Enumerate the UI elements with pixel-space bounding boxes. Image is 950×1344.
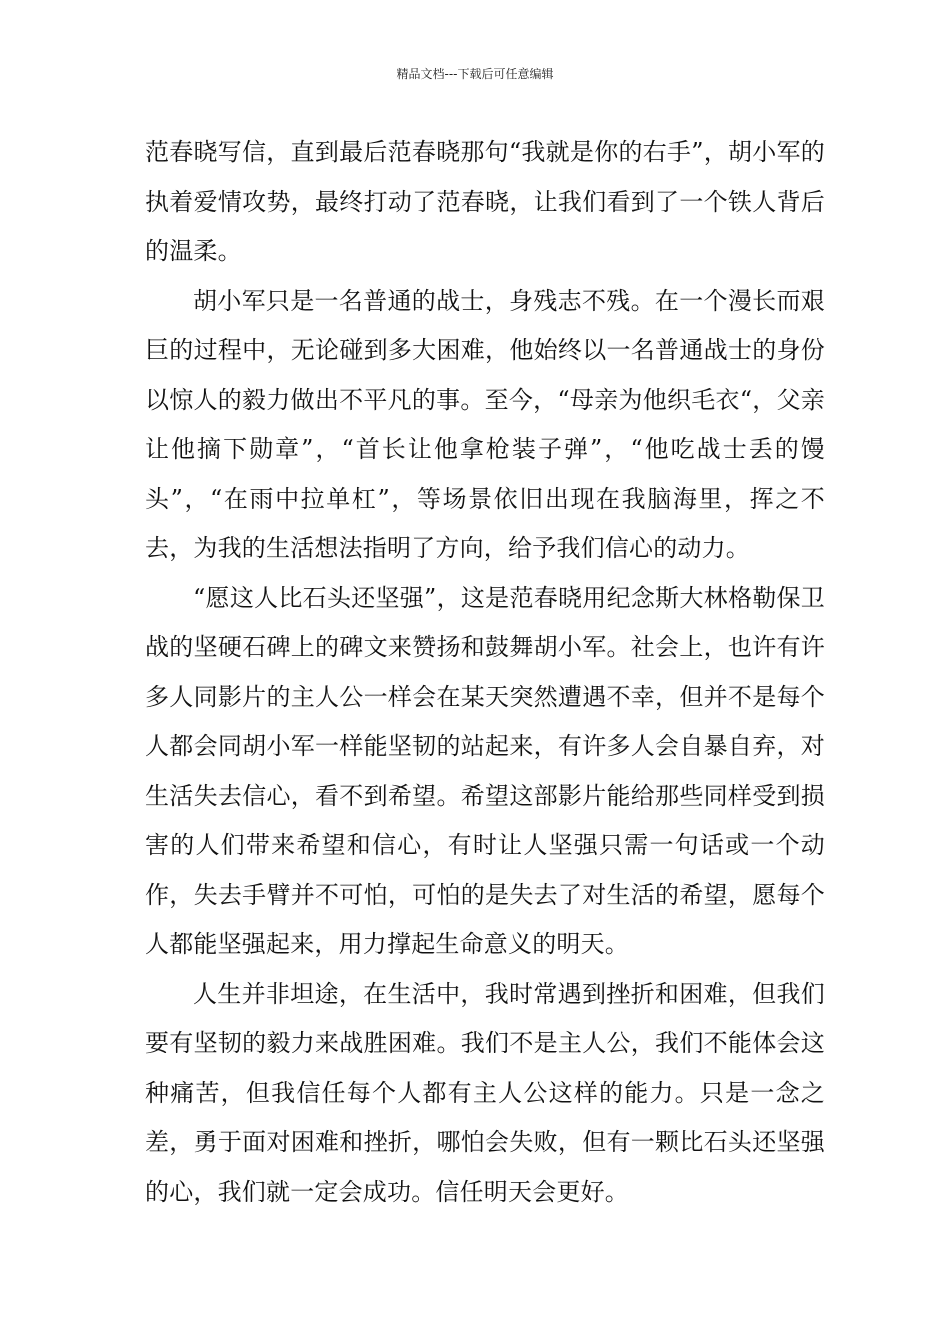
paragraph-1: 范春晓写信，直到最后范春晓那句“我就是你的右手”，胡小军的执着爱情攻势，最终打动了范春晓，让我们看到了一个铁人背后的温柔。	[145, 138, 825, 265]
paragraph-4: 人生并非坦途，在生活中，我时常遇到挫折和困难，但我们要有坚韧的毅力来战胜困难。我们不是主人公，我们不能体会这种痛苦，但我信任每个人都有主人公这样的能力。只是一念之差，勇于面对困难和挫折，哪怕会失败，但有一颗比石头还坚强的心，我们就一定会成功。信任明天会更好。	[145, 979, 825, 1206]
page-header: 精品文档---下载后可任意编辑	[396, 67, 554, 81]
paragraph-3: “愿这人比石头还坚强”，这是范春晓用纪念斯大林格勒保卫战的坚硬石碑上的碑文来赞扬和鼓舞胡小军。社会上，也许有许多人同影片的主人公一样会在某天突然遭遇不幸，但并不是每个人都会同胡小军一样能坚韧的站起来，有许多人会自暴自弃，对生活失去信心，看不到希望。希望这部影片能给那些同样受到损害的人们带来希望和信心，有时让人坚强只需一句话或一个动作，失去手臂并不可怕，可怕的是失去了对生活的希望，愿每个人都能坚强起来，用力撑起生命意义的明天。	[145, 583, 825, 958]
paragraph-2: 胡小军只是一名普通的战士，身残志不残。在一个漫长而艰巨的过程中，无论碰到多大困难，他始终以一名普通战士的身份以惊人的毅力做出不平凡的事。至今，“母亲为他织毛衣“，父亲让他摘下勋章”，“首长让他拿枪装子弹”，“他吃战士丢的馒头”，“在雨中拉单杠”，等场景依旧出现在我脑海里，挥之不去，为我的生活想法指明了方向，给予我们信心的动力。	[145, 286, 825, 562]
document-body	[145, 128, 825, 1217]
